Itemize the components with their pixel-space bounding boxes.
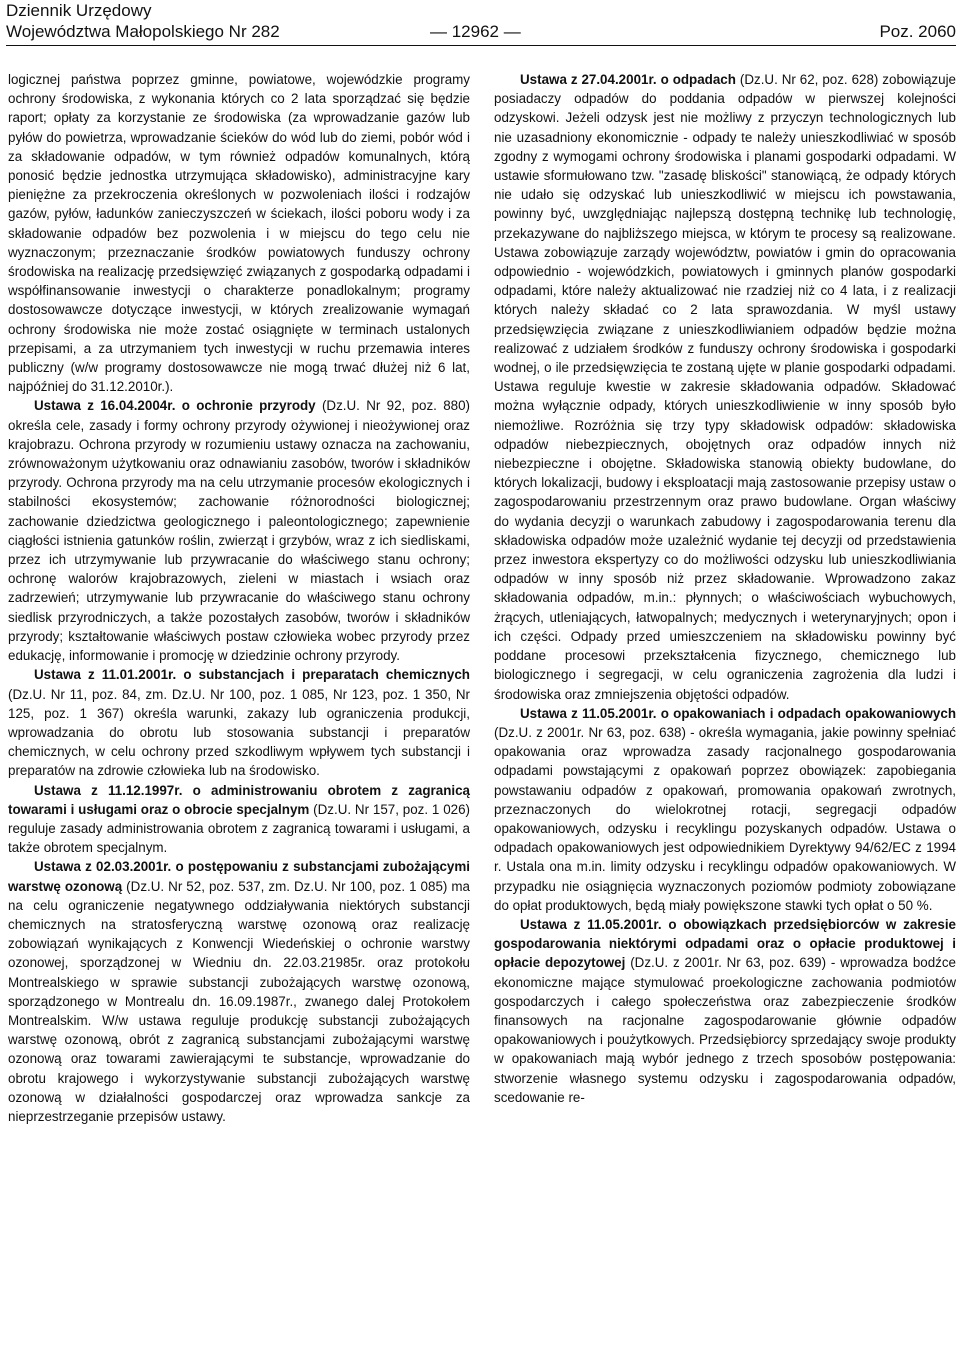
position-number: Poz. 2060 <box>879 22 956 41</box>
left-column <box>8 70 470 1126</box>
paragraph: Ustawa z 27.04.2001r. o odpadach (Dz.U. Nr 62, poz. 628) zobowiązuje posiadaczy odpadów do poddania odpadów w pierwszej kolejności odzyskowi. Jeżeli odzysk jest nie możliwy z przyczyn technologicznych lub nie uzasadniony ekonomicznie - odpady te należy unieszkodliwiać w sposób zgodny z wymogami ochrony środowiska i planami gospodarki odpadami. W ustawie sformułowano tzw. "zasadę bliskości" stanowiącą, że odpady których nie udało się odzyskać lub unieszkodliwić w miejscu ich powstawania, powinny być, uwzględniając najlepszą dostępną technikę lub technologię, przekazywane do najbliższego miejsca, w którym te procesy są realizowane. Ustawa zobowiązuje zarządy województw, powiatów i gmin do opracowania odpowiednio - wojewódzkich, powiatowych i gminnych planów gospodarki odpadami, które należy aktualizować nie rzadziej niż co 4 lata, i z realizacji których należy składać co 2 lata sprawozdania. W myśl ustawy przedsięwzięcia związane z unieszkodliwianiem odpadów będzie można realizować z udziałem środków z funduszy ochrony środowiska i gospodarki wodnej, o ile przedsięwzięcia te zostaną ujęte w planie gospodarki odpadami. Ustawa reguluje kwestie w zakresie składowania odpadów. Składować można wyłącznie odpady, których unieszkodliwienie w inny sposób było niemożliwe. Rozróżnia się trzy typy składowisk odpadów: składowiska odpadów niebezpiecznych, obojętnych oraz odpadów innych niż niebezpieczne i obojętne. Składowiska stanowią obiekty budowlane, do których lokalizacji, budowy i eksploatacji mają zastosowanie przepisy ustaw o zagospodarowaniu przestrzennym oraz prawo budowlane. Organ właściwy do wydania decyzji o warunkach zabudowy i zagospodarowania terenu dla składowiska odpadów może uzależnić wydanie tej decyzji od przedstawienia przez inwestora ekspertyzy co do możliwości odzysku lub unieszkodliwiania odpadów w inny sposób niż przez składowanie. Wprowadzono zakaz składowania odpadów, m.in.: płynnych; o właściwościach wybuchowych, żrących, utleniających, łatwopalnych; medycznych i weterynaryjnych; opon i ich części. Odpady przed umieszczeniem na składowisku powinny być poddane procesowi przekształcenia fizycznego, chemicznego lub biologicznego i segregacji, w celu ograniczenia zagrożenia dla ludzi i środowiska oraz zmniejszenia objętości odpadów. <box>494 72 957 702</box>
act-title: Ustawa z 11.05.2001r. o obowiązkach przedsiębiorców w zakresie gospodarowania niektórymi odpadami oraz o opłacie produktowej i opłacie depozytowej <box>494 916 956 971</box>
journal-title: Dziennik Urzędowy <box>6 1 152 20</box>
act-title: Ustawa z 11.12.1997r. o administrowaniu obrotem z zagranicą towarami i usługami oraz o obrocie specjalnym <box>8 782 470 817</box>
act-title: Ustawa z 11.05.2001r. o opakowaniach i odpadach opakowaniowych <box>520 705 956 721</box>
paragraph: Ustawa z 11.05.2001r. o obowiązkach przedsiębiorców w zakresie gospodarowania niektórymi odpadami oraz o opłacie produktowej i opłacie depozytowej (Dz.U. z 2001r. Nr 63, poz. 639) - wprowadza bodźce ekonomiczne mające stymulować proekologiczne zachowania podmiotów gospodarczych i całego społeczeństwa oraz zabezpieczenie środków finansowych na racjonalne zagospodarowanie głównie odpadów opakowaniowych i poużytkowych. Przedsiębiorcy sprzedający swoje produkty w opakowaniach mają wybór jednego z trzech sposobów postępowania: stworzenie własnego systemu odzysku i zagospodarowania odpadów, scedowanie re- <box>494 916 956 1105</box>
journal-issue: Województwa Małopolskiego Nr 282 <box>6 22 280 41</box>
paragraph: logicznej państwa poprzez gminne, powiatowe, wojewódzkie programy ochrony środowiska, z wykonania których co 2 lata sporządzać się będzie raport; opłaty za korzystanie ze środowiska (za wprowadzanie gazów lub pyłów do powietrza, wprowadzanie ścieków do wód lub do ziemi, pobór wód i za składowanie odpadów, w tym również odpadów komunalnych, którą ponosić będzie jednostka utrzymująca składowisko), administracyjne kary pieniężne za przekroczenia określonych w pozwoleniach ilości i rodzajów gazów, pyłów, ładunków zanieczyszczeń w ściekach, ilości poboru wody i za składowanie odpadów bez pozwolenia i w miejscu do tego celu nie wyznaczonym; przeznaczanie środków powiatowych funduszy ochrony środowiska na realizację przedsięwzięć związanych z gospodarką odpadami i współfinansowanie inwestycji o charakterze ponadlokalnym; programy dostosowawcze dotyczące inwestycji, w których zrealizowanie wymagań ochrony środowiska nie może zostać osiągnięte w terminach ustalonych przepisami, a za utrzymaniem tych inwestycji w ruchu przemawia interes publiczny (w/w programy dostosowawcze nie mogą trwać dłużej niż 6 lat, najpóźniej do 31.12.2010r.). <box>8 72 470 395</box>
act-title: Ustawa z 16.04.2004r. o ochronie przyrody <box>34 398 316 414</box>
act-title: Ustawa z 27.04.2001r. o odpadach <box>520 72 736 87</box>
paragraph: Ustawa z 02.03.2001r. o postępowaniu z substancjami zubożającymi warstwę ozonową (Dz.U. Nr 52, poz. 537, zm. Dz.U. Nr 100, poz. 1 085) ma na celu ograniczenie negatywnego oddziaływania niektórych substancji chemicznych na stratosferyczną warstwę ozonową oraz realizację zobowiązań wynikających z Konwencji Wiedeńskiej o ochronie warstwy ozonowej, sporządzonej w Wiedniu dn. 22.03.21985r. oraz protokołu Montrealskiego w sprawie substancji zubożających warstwę ozonową, sporządzonego w Montrealu dn. 16.09.1987r., zwanego dalej Protokołem Montrealskim. W/w ustawa reguluje produkcję substancji zubożających warstwę ozonową, obrót z zagranicą substancjami zubożającymi warstwę ozonową oraz towarami zawierającymi te substancje, wprowadzanie do obrotu krajowego i wykorzystywanie substancji zubożających warstwę ozonową w działalności gospodarczej oraz wprowadza sankcje za nieprzestrzeganie przepisów ustawy. <box>8 859 470 1124</box>
page-number: — 12962 — <box>430 22 521 41</box>
paragraph: Ustawa z 11.05.2001r. o opakowaniach i odpadach opakowaniowych (Dz.U. z 2001r. Nr 63, poz. 638) - określa wymagania, jakie powinny spełniać opakowania oraz wprowadza zasady racjonalnego gospodarowania odpadami powstającymi z opakowań poprzez obowiązek: zapobiegania powstawaniu odpadów z opakowań, promowania opakowań zwrotnych, przeznaczonych do wielokrotnej rotacji, segregacji odpadów opakowaniowych, odzysku i recyklingu pozyskanych odpadów. Ustawa o odpadach opakowaniowych jest odpowiednikiem Dyrektywy 94/62/EC z 1994 r. Ustala ona m.in. limity odzysku i recyklingu odpadów opakowaniowych. W przypadku nie osiągnięcia wyznaczonych poziomów podmioty zobowiązane do opłat produktowych, będą miały powiększone stawki tych opłat o 50 %. <box>494 705 956 913</box>
right-column <box>494 70 956 1107</box>
page-header <box>0 0 960 50</box>
paragraph: Ustawa z 11.12.1997r. o administrowaniu obrotem z zagranicą towarami i usługami oraz o obrocie specjalnym (Dz.U. Nr 157, poz. 1 026) reguluje zasady administrowania obrotem z zagranicą towarami i usługami, a także obrotem specjalnym. <box>8 782 470 856</box>
paragraph: Ustawa z 11.01.2001r. o substancjach i preparatach chemicznych (Dz.U. Nr 11, poz. 84, zm. Dz.U. Nr 100, poz. 1 085, Nr 123, poz. 1 350, Nr 125, poz. 1 367) określa warunki, zakazy lub ograniczenia produkcji, wprowadzania do obrotu lub stosowania substancji i preparatów chemicznych, w celu ochrony przed szkodliwym wpływem tych substancji i preparatów na zdrowie człowieka lub na środowisko. <box>8 667 470 779</box>
header-rule <box>6 45 956 46</box>
act-title: Ustawa z 02.03.2001r. o postępowaniu z substancjami zubożającymi warstwę ozonową <box>8 859 470 894</box>
act-title: Ustawa z 11.01.2001r. o substancjach i preparatach chemicznych <box>34 667 470 683</box>
paragraph: Ustawa z 16.04.2004r. o ochronie przyrody (Dz.U. Nr 92, poz. 880) określa cele, zasady i formy ochrony przyrody ożywionej i nieożywionej oraz krajobrazu. Ochrona przyrody w rozumieniu ustawy oznacza na zachowaniu, zrównoważonym użytkowaniu oraz odnawianiu zasobów, tworów i składników przyrody. Ochrona przyrody ma na celu utrzymanie procesów ekologicznych i stabilności ekosystemów; zachowanie różnorodności biologicznej; zachowanie dziedzictwa geologicznego i paleontologicznego; zapewnienie ciągłości istnienia gatunków roślin, zwierząt i grzybów, wraz z ich siedliskami, przez ich utrzymywanie lub przywracanie do właściwego stanu ochrony; ochronę walorów krajobrazowych, zieleni w miastach i wsiach oraz zadrzewień; utrzymywanie lub przywracanie do właściwego stanu ochrony siedlisk przyrodniczych, a także pozostałych zasobów, tworów i składników przyrody; kształtowanie właściwych postaw człowieka wobec przyrody przez edukację, informowanie i promocję w dziedzinie ochrony przyrody. <box>8 398 470 664</box>
